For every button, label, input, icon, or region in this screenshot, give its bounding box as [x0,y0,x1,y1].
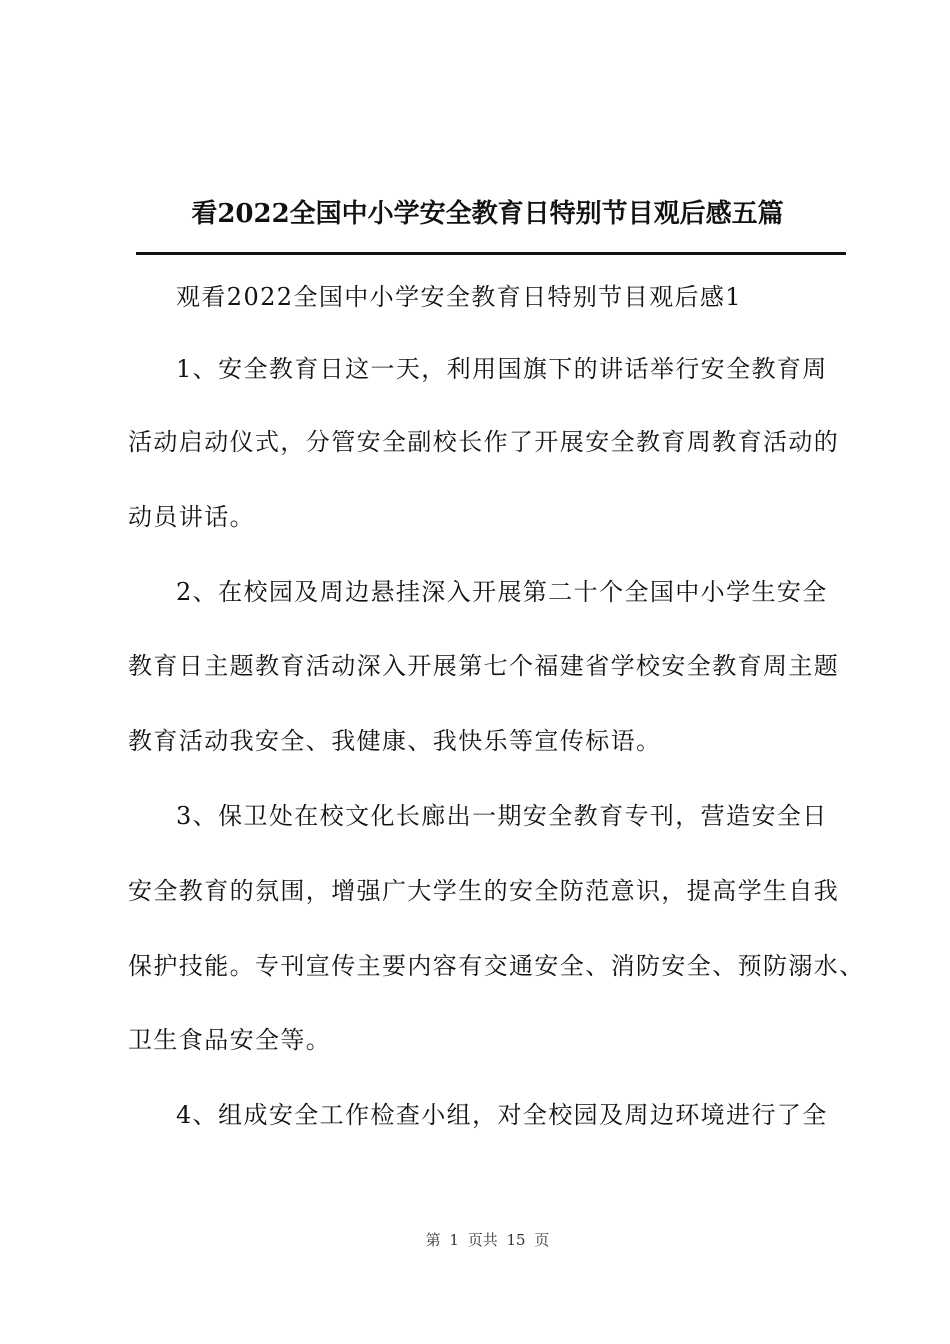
paragraph-line: 安全教育的氛围，增强广大学生的安全防范意识，提高学生自我 [128,877,840,905]
paragraph-line: 教育日主题教育活动深入开展第七个福建省学校安全教育周主题 [128,652,840,680]
paragraph-line: 2、在校园及周边悬挂深入开展第二十个全国中小学生安全 [176,578,828,606]
document-title: 看2022全国中小学安全教育日特别节目观后感五篇 [191,199,784,229]
paragraph-line: 动员讲话。 [128,503,255,531]
paragraph-line: 卫生食品安全等。 [128,1026,332,1054]
paragraph-line: 4、组成安全工作检查小组，对全校园及周边环境进行了全 [176,1101,828,1129]
paragraph-line: 活动启动仪式，分管安全副校长作了开展安全教育周教育活动的 [128,428,840,456]
paragraph-line: 3、保卫处在校文化长廊出一期安全教育专刊，营造安全日 [176,802,828,830]
title-underline [136,252,846,255]
paragraph-line: 1、安全教育日这一天，利用国旗下的讲话举行安全教育周 [176,355,828,383]
section-heading: 观看2022全国中小学安全教育日特别节目观后感1 [176,283,742,311]
page-footer: 第 1 页共 15 页 [425,1231,550,1249]
paragraph-line: 保护技能。专刊宣传主要内容有交通安全、消防安全、预防溺水、 [128,952,865,980]
paragraph-line: 教育活动我安全、我健康、我快乐等宣传标语。 [128,727,662,755]
